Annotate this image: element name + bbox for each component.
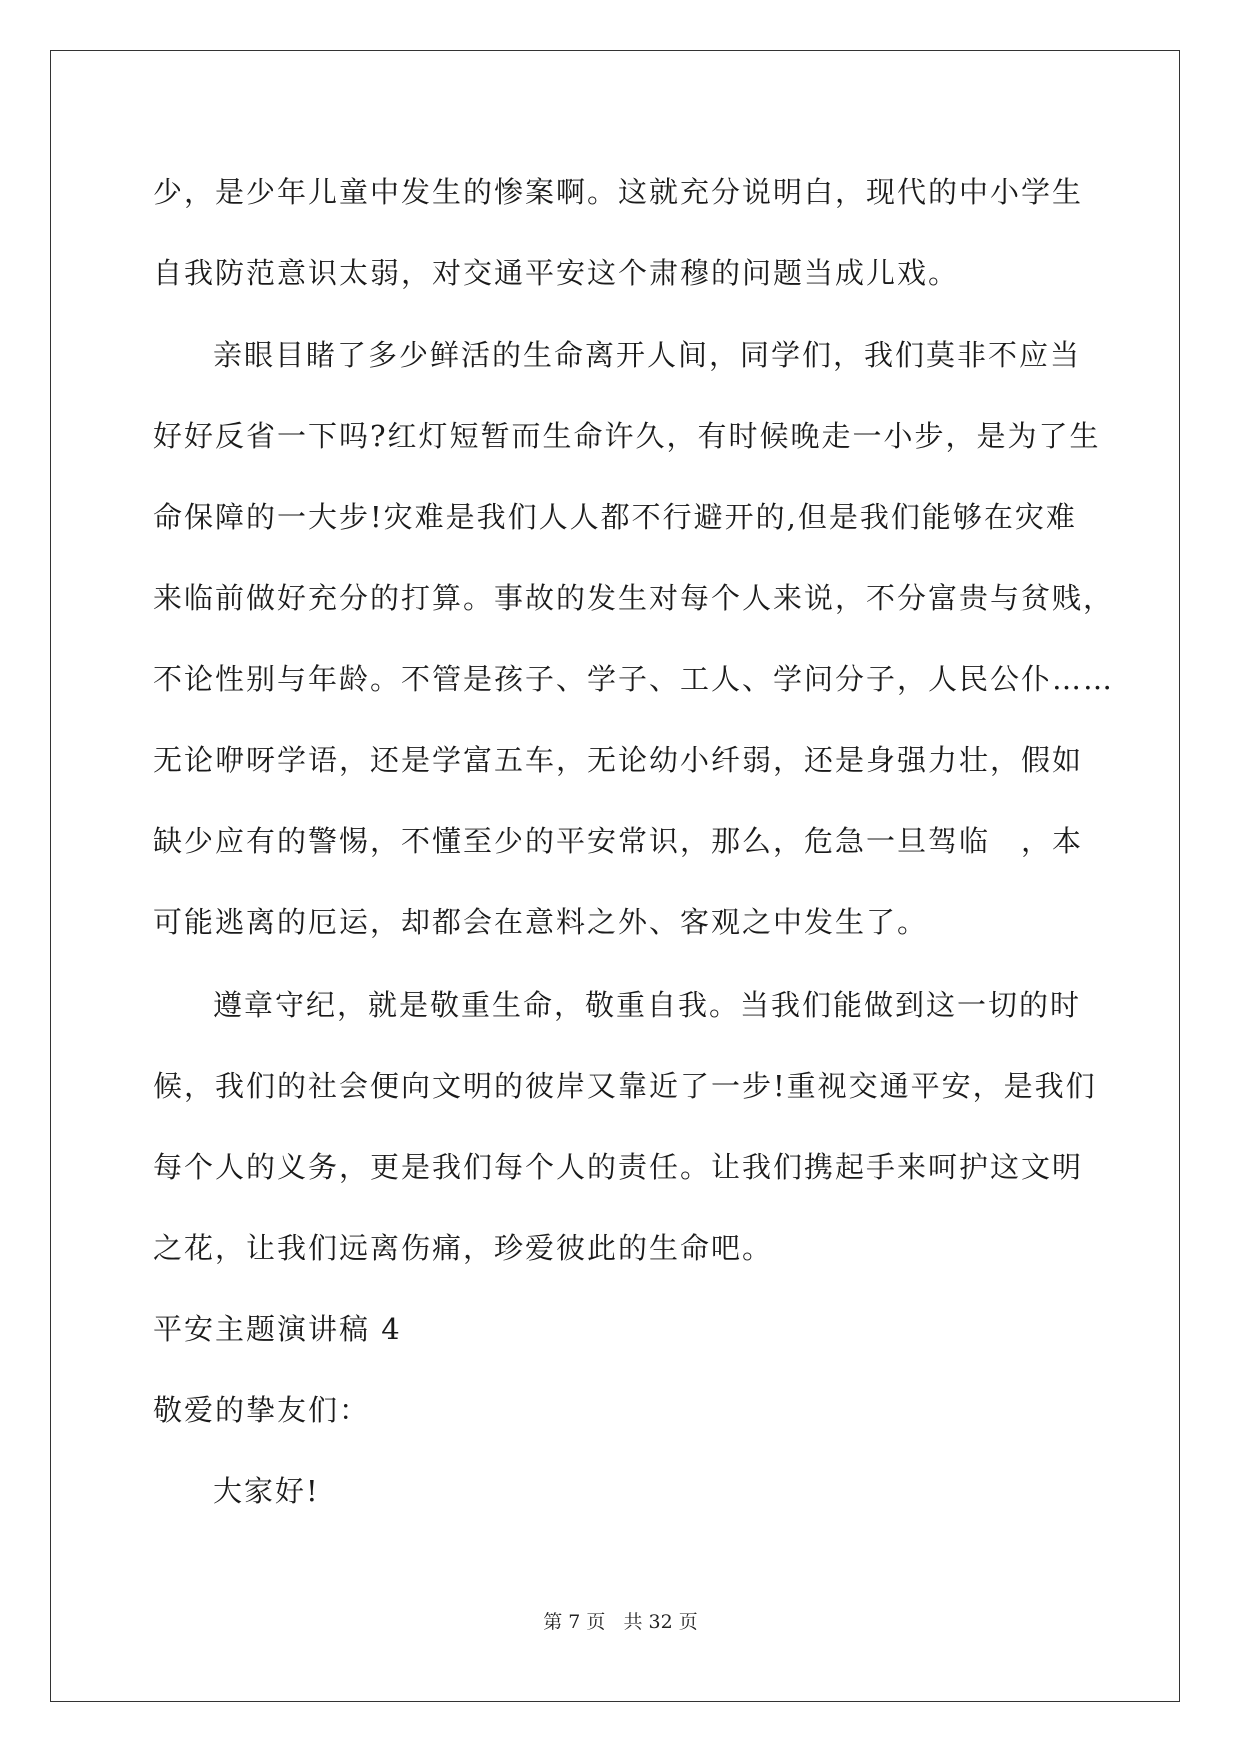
body-line: 自我防范意识太弱，对交通平安这个肃穆的问题当成儿戏。 <box>153 256 960 290</box>
body-line: 之花，让我们远离伤痛，珍爱彼此的生命吧。 <box>153 1231 774 1265</box>
page-border <box>50 50 1180 1702</box>
body-line: 每个人的义务，更是我们每个人的责任。让我们携起手来呵护这文明 <box>153 1150 1084 1184</box>
body-line: 无论咿呀学语，还是学富五车，无论幼小纤弱，还是身强力壮，假如 <box>153 743 1084 777</box>
body-line: 候，我们的社会便向文明的彼岸又靠近了一步!重视交通平安，是我们 <box>153 1069 1097 1103</box>
body-line: 好好反省一下吗?红灯短暂而生命许久，有时候晚走一小步，是为了生 <box>153 419 1101 453</box>
body-line: 可能逃离的厄运，却都会在意料之外、客观之中发生了。 <box>153 905 929 939</box>
body-line: 不论性别与年龄。不管是孩子、学子、工人、学问分子，人民公仆…… <box>153 662 1115 696</box>
salutation: 敬爱的挚友们： <box>153 1393 371 1427</box>
body-line: 命保障的一大步!灾难是我们人人都不行避开的,但是我们能够在灾难 <box>153 500 1077 534</box>
page-number: 第 7 页 <box>543 1611 606 1633</box>
body-line: 缺少应有的警惕，不懂至少的平安常识，那么，危急一旦驾临 ，本 <box>153 824 1084 858</box>
section-heading: 平安主题演讲稿 4 <box>153 1312 402 1346</box>
page-total: 共 32 页 <box>623 1611 698 1633</box>
body-line: 少，是少年儿童中发生的惨案啊。这就充分说明白，现代的中小学生 <box>153 175 1084 209</box>
page-footer <box>0 1610 1241 1634</box>
paragraph-start-line: 遵章守纪，就是敬重生命，敬重自我。当我们能做到这一切的时 <box>213 988 1082 1022</box>
paragraph-start-line: 亲眼目睹了多少鲜活的生命离开人间，同学们，我们莫非不应当 <box>213 338 1082 372</box>
body-line: 来临前做好充分的打算。事故的发生对每个人来说，不分富贵与贫贱， <box>153 581 1115 615</box>
greeting: 大家好! <box>213 1474 320 1508</box>
